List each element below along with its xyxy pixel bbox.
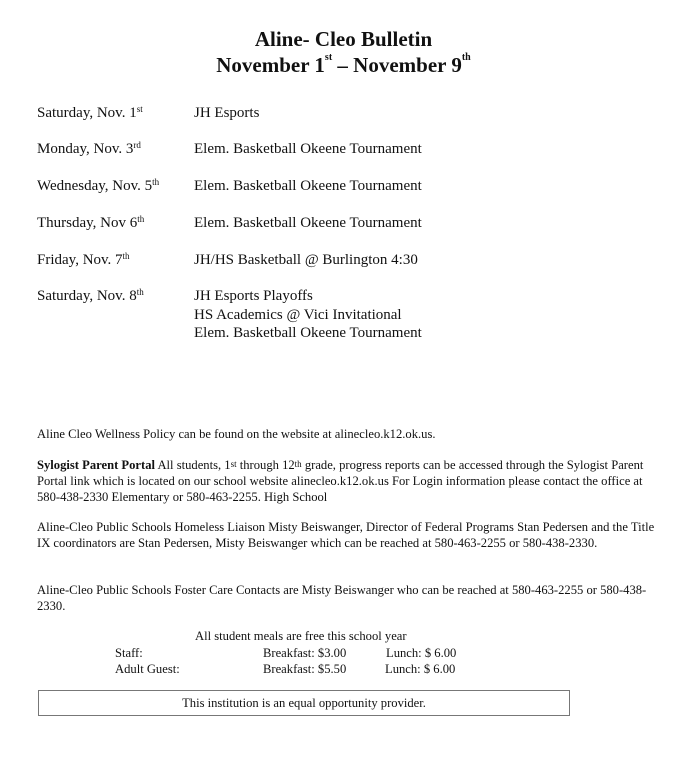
schedule-day xyxy=(37,215,144,232)
day-suffix: th xyxy=(137,214,145,224)
schedule-day xyxy=(37,288,144,305)
meal-who: Staff: xyxy=(115,646,143,660)
day-label: Thursday, Nov 6 xyxy=(37,215,138,231)
meal-lunch: Lunch: $ 6.00 xyxy=(385,662,456,676)
sylogist-heading: Sylogist Parent Portal xyxy=(37,458,155,472)
schedule-event: HS Academics @ Vici Invitational xyxy=(194,306,402,323)
schedule-event: Elem. Basketball Okeene Tournament xyxy=(194,141,422,157)
day-suffix: rd xyxy=(133,140,141,150)
day-suffix: th xyxy=(152,177,160,187)
equal-opportunity-box: This institution is an equal opportunity provider. xyxy=(38,690,570,716)
sylogist-text-a: All students, 1 xyxy=(155,458,231,472)
schedule-event: JH Esports xyxy=(194,105,260,121)
schedule-day xyxy=(37,178,159,195)
homeless-liaison: Aline-Cleo Public Schools Homeless Liaison Misty Beiswanger, Director of Federal Programs Stan Pedersen and the Title IX coordinators are Stan Pedersen, Misty Beiswanger which can be reached at 580-463-2255 or 580-438-2330. xyxy=(37,520,655,550)
meals-heading: All student meals are free this school year xyxy=(195,629,407,643)
sylogist-text-c: grade, progress reports can be accessed through the Sylogist Parent Portal link which is located on our school website alinecleo.k12.ok.us For Login information please contact the office at 580-438-2330 Elementary or 580-463-2255. High School xyxy=(37,458,644,504)
date-start-suffix: st xyxy=(324,52,333,63)
meal-breakfast: Breakfast: $5.50 xyxy=(263,662,347,676)
schedule-event: Elem. Basketball Okeene Tournament xyxy=(194,178,422,194)
wellness-policy: Aline Cleo Wellness Policy can be found on the website at alinecleo.k12.ok.us. xyxy=(37,427,436,441)
day-label: Monday, Nov. 3 xyxy=(37,141,134,157)
schedule-event: JH/HS Basketball @ Burlington 4:30 xyxy=(194,252,418,268)
bulletin-title: Aline- Cleo Bulletin xyxy=(254,27,433,51)
schedule-day xyxy=(37,252,130,269)
schedule-day xyxy=(37,105,143,122)
date-end: – November 9 xyxy=(332,53,462,77)
schedule-event: Elem. Basketball Okeene Tournament xyxy=(194,215,422,231)
schedule-event: Elem. Basketball Okeene Tournament xyxy=(194,325,422,341)
date-end-suffix: th xyxy=(461,52,471,63)
sylogist-sup-b: th xyxy=(294,459,302,469)
day-label: Friday, Nov. 7 xyxy=(37,252,123,268)
sylogist-portal xyxy=(37,457,657,505)
bulletin-date-range xyxy=(0,53,687,78)
day-label: Saturday, Nov. 8 xyxy=(37,288,137,304)
foster-care: Aline-Cleo Public Schools Foster Care Contacts are Misty Beiswanger who can be reached at 580-463-2255 or 580-438-2330. xyxy=(37,583,647,613)
date-start: November 1 xyxy=(216,53,325,77)
sylogist-text-b: through 12 xyxy=(236,458,295,472)
day-label: Saturday, Nov. 1 xyxy=(37,105,137,121)
meal-who: Adult Guest: xyxy=(115,662,180,676)
meal-breakfast: Breakfast: $3.00 xyxy=(263,646,347,660)
meal-lunch: Lunch: $ 6.00 xyxy=(386,646,457,660)
sylogist-sup-a: st xyxy=(230,459,237,469)
day-label: Wednesday, Nov. 5 xyxy=(37,178,153,194)
schedule-day xyxy=(37,141,141,158)
schedule-event: JH Esports Playoffs xyxy=(194,288,313,304)
day-suffix: th xyxy=(122,251,130,261)
day-suffix: st xyxy=(136,104,143,114)
day-suffix: th xyxy=(136,287,144,297)
